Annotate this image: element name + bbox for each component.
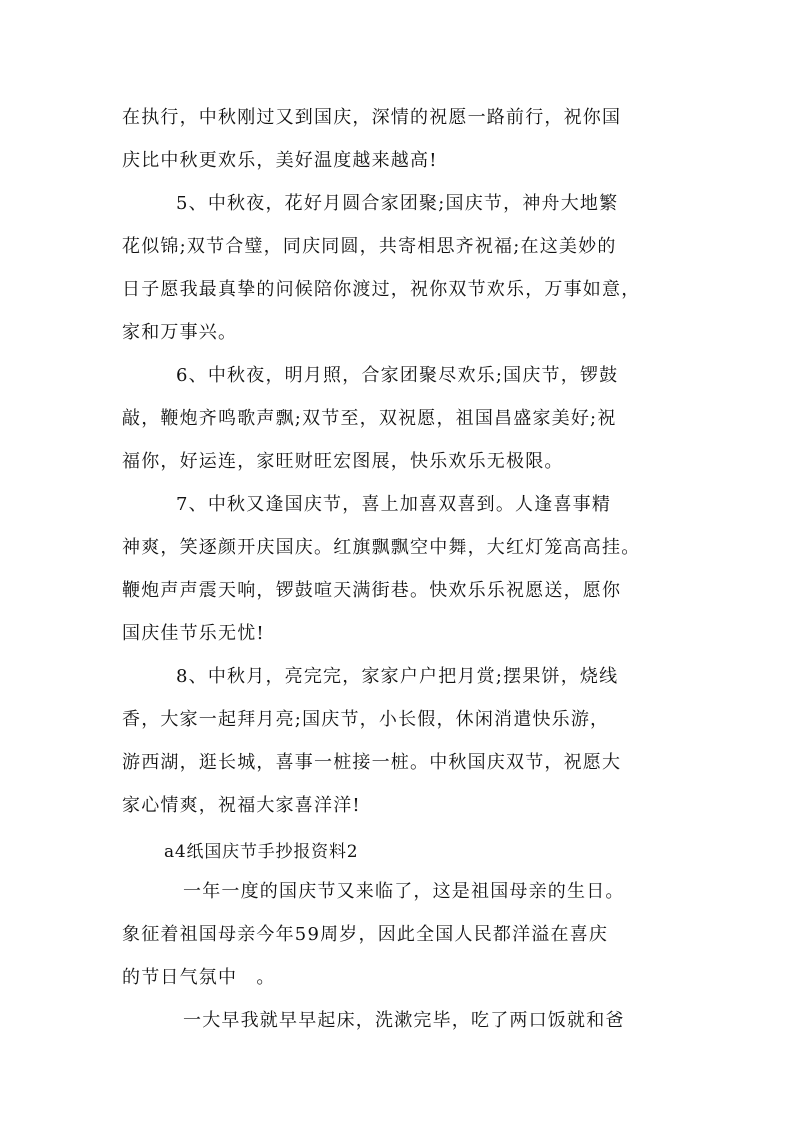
paragraph-8-line: 香，大家一起拜月亮;国庆节，小长假，休闲消遣快乐游，: [122, 709, 610, 730]
paragraph-8-line: 家心情爽，祝福大家喜洋洋!: [122, 795, 361, 816]
paragraph-7-line: 神爽，笑逐颜开庆国庆。红旗飘飘空中舞，大红灯笼高高挂。: [122, 537, 641, 558]
paragraph-5-line: 家和万事兴。: [122, 322, 238, 343]
paragraph-line: 在执行，中秋刚过又到国庆，深情的祝愿一路前行，祝你国: [122, 107, 622, 128]
paragraph-6-line: 敲，鞭炮齐鸣歌声飘;双节至，双祝愿，祖国昌盛家美好;祝: [122, 408, 617, 429]
paragraph-8-line: 游西湖，逛长城，喜事一桩接一桩。中秋国庆双节，祝愿大: [122, 752, 622, 773]
paragraph-line: 庆比中秋更欢乐，美好温度越来越高!: [122, 150, 438, 171]
essay-paragraph-2-line: 一大早我就早早起床，洗漱完毕，吃了两口饭就和爸: [183, 1010, 625, 1031]
paragraph-6-line: 福你，好运连，家旺财旺宏图展，快乐欢乐无极限。: [122, 451, 564, 472]
paragraph-5-line: 5、中秋夜，花好月圆合家团聚;国庆节，神舟大地繁: [176, 193, 619, 214]
paragraph-5-line: 日子愿我最真挚的问候陪你渡过，祝你双节欢乐，万事如意，: [122, 279, 641, 300]
paragraph-7-line: 鞭炮声声震天响，锣鼓喧天满街巷。快欢乐乐祝愿送，愿你: [122, 580, 622, 601]
paragraph-6-line: 6、中秋夜，明月照，合家团聚尽欢乐;国庆节，锣鼓: [176, 365, 619, 386]
paragraph-5-line: 花似锦;双节合璧，同庆同圆，共寄相思齐祝福;在这美妙的: [122, 236, 617, 257]
essay-paragraph-1-line: 的节日气氛中 。: [122, 967, 276, 988]
section-heading: a4纸国庆节手抄报资料2: [164, 842, 359, 862]
paragraph-8-line: 8、中秋月，亮完完，家家户户把月赏;摆果饼，烧线: [176, 666, 619, 687]
essay-paragraph-1-line: 象征着祖国母亲今年59周岁，因此全国人民都洋溢在喜庆: [122, 924, 609, 945]
paragraph-7-line: 国庆佳节乐无忧!: [122, 623, 265, 644]
paragraph-7-line: 7、中秋又逢国庆节，喜上加喜双喜到。人逢喜事精: [176, 494, 612, 515]
essay-paragraph-1-line: 一年一度的国庆节又来临了，这是祖国母亲的生日。: [183, 881, 625, 902]
